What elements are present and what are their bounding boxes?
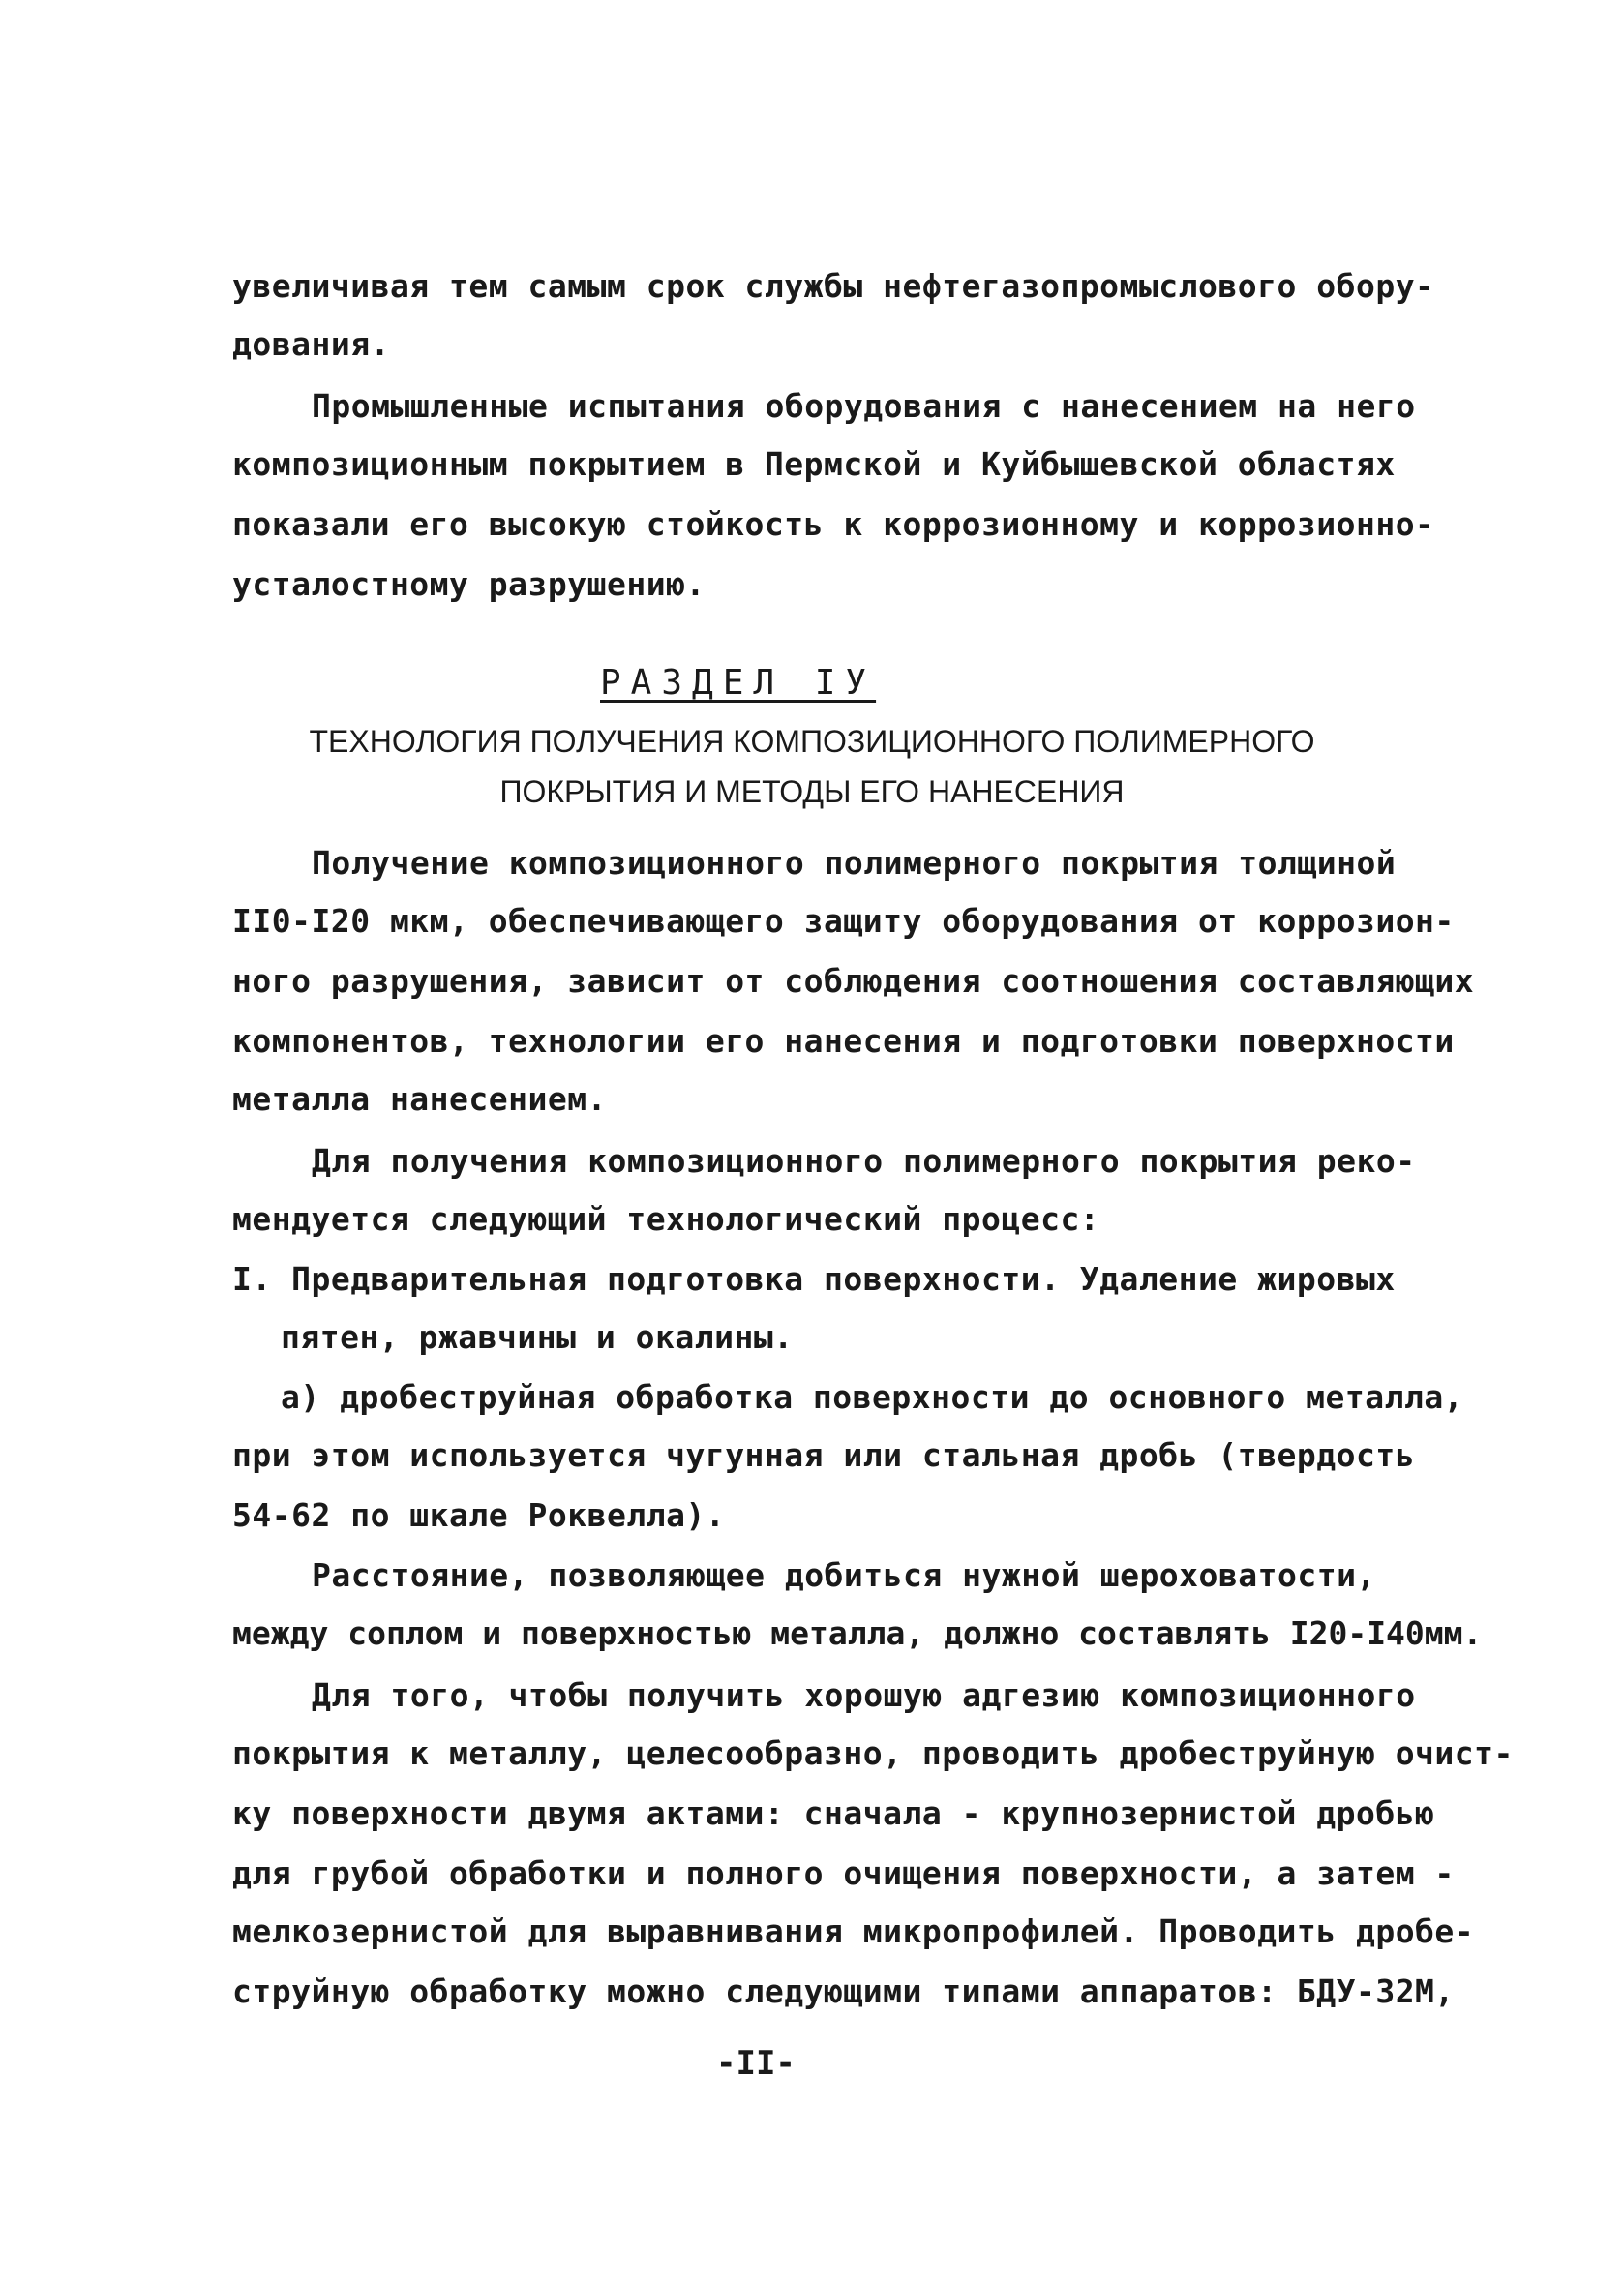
text-line: Для того, чтобы получить хорошую адгезию композиционного bbox=[312, 1676, 1416, 1714]
text-line: показали его высокую стойкость к коррозионному и коррозионно- bbox=[232, 505, 1435, 543]
text-line: усталостному разрушению. bbox=[232, 565, 706, 603]
text-line: струйную обработку можно следующими типами аппаратов: БДУ-32М, bbox=[232, 1972, 1455, 2010]
section-heading-line: ПОКРЫТИЯ И МЕТОДЫ ЕГО НАНЕСЕНИЯ bbox=[499, 774, 1125, 809]
text-line: ку поверхности двумя актами: сначала - крупнозернистой дробью bbox=[232, 1794, 1435, 1832]
text-line: Расстояние, позволяющее добиться нужной шероховатости, bbox=[312, 1556, 1376, 1594]
page-number: -II- bbox=[716, 2044, 796, 2083]
text-line: металла нанесением. bbox=[232, 1080, 607, 1118]
list-item-line: пятен, ржавчины и окалины. bbox=[281, 1318, 794, 1356]
text-line: мелкозернистой для выравнивания микропрофилей. Проводить дробе- bbox=[232, 1912, 1475, 1950]
text-line: композиционным покрытием в Пермской и Куйбышевской областях bbox=[232, 445, 1396, 483]
text-line: Для получения композиционного полимерного покрытия реко- bbox=[312, 1142, 1416, 1180]
text-line: компонентов, технологии его нанесения и подготовки поверхности bbox=[232, 1022, 1455, 1060]
text-line: Промышленные испытания оборудования с нанесением на него bbox=[312, 387, 1416, 425]
text-line: дования. bbox=[232, 325, 390, 363]
text-line: 54-62 по шкале Роквелла). bbox=[232, 1496, 726, 1534]
text-line: увеличивая тем самым срок службы нефтегазопромыслового обору- bbox=[232, 267, 1435, 305]
text-line: при этом используется чугунная или стальная дробь (твердость bbox=[232, 1436, 1416, 1474]
list-item-line: I. Предварительная подготовка поверхности. Удаление жировых bbox=[232, 1260, 1396, 1298]
text-line: ного разрушения, зависит от соблюдения соотношения составляющих bbox=[232, 962, 1475, 1000]
text-line: покрытия к металлу, целесообразно, проводить дробеструйную очист- bbox=[232, 1734, 1514, 1772]
text-line: мендуется следующий технологический процесс: bbox=[232, 1200, 1100, 1238]
text-line: II0-I20 мкм, обеспечивающего защиту оборудования от коррозион- bbox=[232, 902, 1455, 940]
text-line: между соплом и поверхностью металла, должно составлять I20-I40мм. bbox=[232, 1614, 1483, 1652]
section-heading-line: ТЕХНОЛОГИЯ ПОЛУЧЕНИЯ КОМПОЗИЦИОННОГО ПОЛИМЕРНОГО bbox=[309, 724, 1315, 759]
text-line: Получение композиционного полимерного покрытия толщиной bbox=[312, 844, 1397, 882]
section-label: РАЗДЕЛ IУ bbox=[600, 663, 877, 703]
text-line: для грубой обработки и полного очищения поверхности, а затем - bbox=[232, 1854, 1455, 1892]
list-item-line: а) дробеструйная обработка поверхности до основного металла, bbox=[281, 1378, 1464, 1416]
